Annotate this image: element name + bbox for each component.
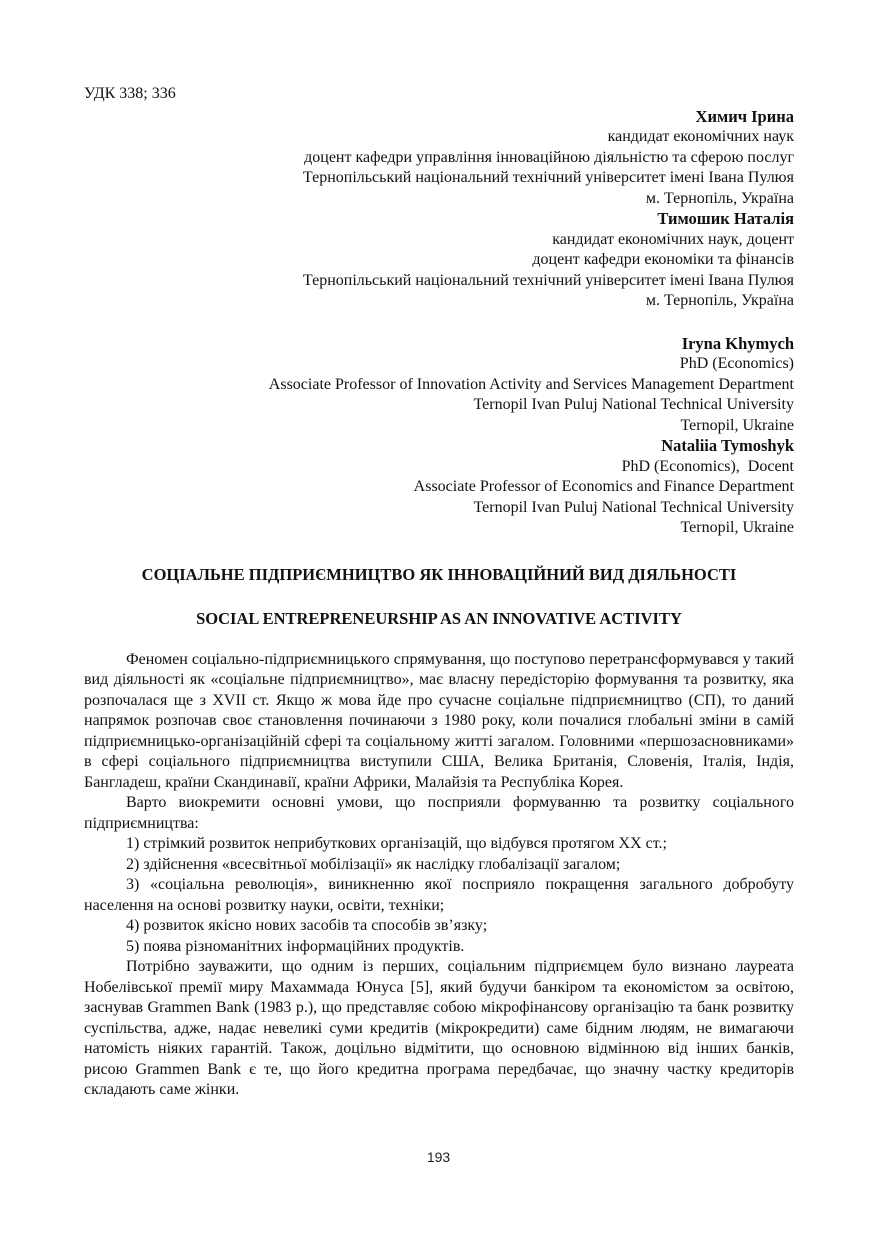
author-university: Ternopil Ivan Puluj National Technical University (473, 498, 794, 516)
author-city: Ternopil, Ukraine (680, 416, 794, 434)
author-name: Iryna Khymych (681, 333, 794, 353)
list-item: 4) розвиток якісно нових засобів та способів зв’язку; (126, 917, 488, 934)
author-city: Ternopil, Ukraine (680, 519, 794, 536)
author-university: Ternopil Ivan Puluj National Technical University (473, 396, 794, 413)
author-name: Тимошик Наталія (657, 209, 794, 228)
author-position: доцент кафедри економіки та фінансів (532, 251, 794, 268)
page-number: 193 (426, 1149, 451, 1165)
list-item: 3) «соціальна революція», виникненню якої посприяло покращення загального добробуту населення на основі розвитку науки, освіти, техніки; (84, 876, 794, 914)
paper-page (84, 80, 794, 1101)
paragraph: Потрібно зауважити, що одним із перших, соціальним підприємцем було визнано лауреата Нобелівської премії миру Махаммада Юнуса [5], який будучи банкіром та економістом за освітою, заснував Grammen Bank (1983 р.), що представляє собою мікрофінансову організацію та банк розвитку суспільства, адже, надає невеликі суми кредитів (мікрокредити) саме бідним людям, не вимагаючи натомість ніяких гарантій. Також, доцільно відмітити, що основною відмінною від інших банків, рисою Grammen Bank є те, що його кредитна програма передбачає, що значну частку кредиторів складають саме жінки. (84, 958, 794, 1098)
paper-title-ua: СОЦІАЛЬНЕ ПІДПРИЄМНИЦТВО ЯК ІННОВАЦІЙНИЙ ВИД ДІЯЛЬНОСТІ (141, 564, 737, 584)
author-degree: кандидат економічних наук, доцент (552, 230, 794, 248)
list-item: 2) здійснення «всесвітньої мобілізації» як наслідку глобалізації загалом; (126, 855, 621, 873)
paper-body (84, 650, 794, 1101)
author-degree: PhD (Economics) (679, 355, 794, 372)
list-item: 1) стрімкий розвиток неприбуткових організацій, що відбувся протягом XX ст.; (126, 835, 667, 852)
author-position: Associate Professor of Innovation Activity and Services Management Department (268, 375, 794, 393)
list-item: 5) поява різноманітних інформаційних продуктів. (126, 937, 465, 955)
author-city: м. Тернопіль, Україна (645, 189, 794, 207)
author-university: Тернопільський національний технічний університет імені Івана Пулюя (302, 271, 794, 289)
author-position: Associate Professor of Economics and Finance Department (413, 478, 794, 495)
author-university: Тернопільський національний технічний університет імені Івана Пулюя (302, 169, 794, 186)
author-city: м. Тернопіль, Україна (645, 292, 794, 309)
udk-code: УДК 338; 336 (84, 85, 176, 102)
paragraph: Варто виокремити основні умови, що посприяли формуванню та розвитку соціального підприємництва: (84, 794, 794, 832)
paper-title-en: SOCIAL ENTREPRENEURSHIP AS AN INNOVATIVE ACTIVITY (196, 609, 682, 628)
author-degree: PhD (Economics), Docent (621, 457, 794, 475)
paragraph: Феномен соціально-підприємницького спрямування, що поступово перетрансформувався у такий вид діяльності як «соціальне підприємництво», має власну передісторію формування та розвитку, яка розпочалася ще з XVII ст. Якщо ж мова йде про сучасне соціальне підприємництво (СП), то даний напрямок розпочав своє становлення починаючи з 1980 року, коли почалися глобальні зміни в самій підприємницько-організаційній сфері та соціальному житті загалом. Головними «першозасновниками» в сфері соціального підприємництва виступили США, Велика Британія, Словенія, Італія, Індія, Бангладеш, країни Скандинавії, країни Африки, Малайзія та Республіка Корея. (84, 650, 794, 791)
authors-en-block (84, 334, 794, 539)
author-position: доцент кафедри управління інноваційною діяльністю та сферою послуг (304, 148, 794, 166)
author-degree: кандидат економічних наук (607, 128, 794, 145)
author-name: Химич Ірина (695, 106, 794, 126)
authors-ua-block (84, 107, 794, 312)
author-name: Nataliia Tymoshyk (661, 436, 794, 455)
